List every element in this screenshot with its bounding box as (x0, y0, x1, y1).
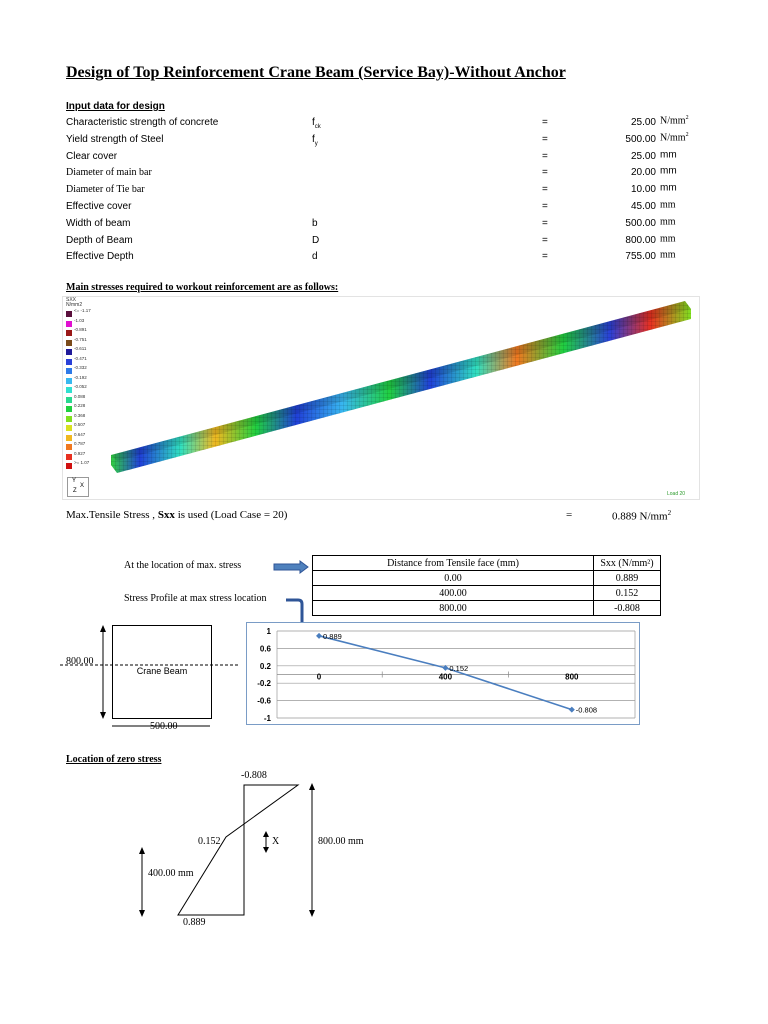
input-unit-group (660, 199, 676, 210)
axis-triad (67, 477, 89, 497)
input-symbol: b (312, 217, 318, 229)
table-row (313, 571, 661, 586)
input-value: 20.00 (630, 167, 656, 179)
axis-y-label: Y (72, 478, 77, 484)
table-header-distance: Distance from Tensile face (mm) (313, 556, 594, 571)
input-equals: = (542, 251, 548, 263)
input-symbol: f (312, 133, 315, 145)
chart-x-tick-label: 400 (438, 672, 453, 682)
input-equals: = (542, 150, 548, 162)
table-row (313, 601, 661, 616)
zero-diagram-mid-label: 0.152 (198, 836, 221, 847)
input-equals: = (542, 184, 548, 196)
input-unit-group (660, 132, 689, 143)
input-row (66, 131, 689, 148)
chart-y-tick-label: 0.2 (259, 661, 271, 671)
input-row (66, 148, 686, 165)
input-label: Depth of Beam (66, 234, 133, 246)
input-unit: mm (660, 216, 676, 228)
input-unit: mm (660, 199, 676, 211)
input-label: Clear cover (66, 150, 118, 162)
input-equals: = (542, 234, 548, 246)
max-stress-number: 0.889 (612, 510, 637, 523)
axis-x-label: X (80, 483, 85, 489)
input-equals: = (542, 217, 548, 229)
legend-label: -1.03 (74, 317, 85, 323)
input-unit: mm (660, 232, 676, 244)
legend-label: -0.611 (74, 346, 87, 351)
beam-width-dimension: 500.00 (150, 721, 178, 732)
max-stress-label-post: is used (Load Case = 20) (174, 509, 288, 521)
input-unit-group (660, 216, 676, 227)
input-symbol-subscript: ck (314, 124, 321, 130)
legend-label: -0.471 (74, 355, 87, 361)
input-unit-sup: 2 (685, 131, 689, 138)
input-value: 10.00 (630, 184, 656, 196)
input-equals: = (542, 117, 548, 128)
legend-label: <= -1.17 (74, 308, 91, 313)
input-value: 755.00 (625, 251, 656, 263)
input-unit-sup: 2 (685, 115, 689, 121)
legend-label: 0.088 (74, 393, 86, 399)
chart-data-label: 0.152 (449, 663, 469, 673)
input-value: 500.00 (625, 217, 656, 229)
chart-y-tick-label: -0.6 (257, 696, 271, 706)
input-unit: mm (660, 249, 676, 261)
input-equals: = (542, 167, 548, 179)
stress-profile-label: Stress Profile at max stress location (124, 593, 267, 604)
input-symbol-subscript: y (314, 140, 318, 147)
input-value: 800.00 (625, 234, 656, 246)
input-value: 45.00 (630, 201, 656, 212)
zero-diagram-partial-label: 400.00 mm (148, 868, 194, 879)
chart-data-point (569, 707, 575, 713)
table-cell: -0.808 (594, 601, 661, 616)
table-cell: 0.00 (313, 571, 594, 586)
input-row (66, 232, 686, 249)
input-unit: mm (660, 165, 677, 177)
input-data-heading: Input data for design (66, 101, 165, 112)
input-symbol: D (312, 234, 320, 246)
chart-y-tick-label: 0.6 (259, 644, 271, 654)
input-symbol-group (312, 117, 321, 130)
table-cell: 0.889 (594, 571, 661, 586)
max-stress-unit-sup: 2 (667, 509, 672, 517)
legend-label: 0.927 (74, 450, 86, 456)
input-symbol: f (312, 117, 315, 128)
input-unit-group (660, 182, 677, 193)
chart-svg (247, 623, 639, 724)
zero-stress-heading: Location of zero stress (66, 754, 162, 765)
input-symbol-group (312, 235, 319, 248)
input-value: 25.00 (630, 150, 656, 162)
legend-label: -0.891 (74, 327, 87, 332)
input-value: 25.00 (630, 117, 656, 128)
legend-title-text: SXX (66, 297, 77, 303)
beam-section-label: Crane Beam (136, 666, 188, 676)
input-row (66, 251, 686, 265)
at-location-label: At the location of max. stress (124, 560, 242, 571)
max-stress-equals: = (566, 509, 573, 521)
beam-model-svg (63, 297, 699, 499)
input-row (66, 218, 686, 232)
input-unit-group (660, 165, 677, 176)
chart-x-tick-label: 800 (565, 672, 579, 682)
input-label: Diameter of main bar (66, 167, 152, 179)
zero-diagram-top-label: -0.808 (241, 770, 267, 781)
chart-data-label: 0.889 (323, 631, 342, 641)
table-row (313, 586, 661, 601)
input-equals: = (542, 133, 548, 145)
chart-y-tick-label: 1 (266, 627, 271, 636)
input-label: Diameter of Tie bar (66, 184, 145, 196)
input-symbol: d (312, 251, 318, 263)
zero-diagram-x-label: X (272, 836, 280, 847)
table-header-sxx: Sxx (N/mm²) (594, 556, 661, 571)
input-label: Characteristic strength of concrete (66, 117, 219, 128)
table-cell: 400.00 (313, 586, 594, 601)
legend-label: 0.228 (74, 403, 86, 408)
max-stress-value (612, 509, 671, 523)
max-tensile-stress-label (66, 509, 287, 521)
legend-label: >= 1.07 (74, 460, 90, 465)
legend-label: -0.332 (74, 365, 87, 370)
beam-dimension-lines (60, 620, 250, 730)
input-unit-group (660, 233, 676, 244)
input-label: Effective Depth (66, 251, 134, 263)
zero-diagram-depth-label: 800.00 mm (318, 836, 364, 847)
legend-label: 0.787 (74, 441, 86, 446)
input-unit-group (660, 149, 677, 160)
zero-diagram-bottom-label: 0.889 (183, 917, 206, 928)
stresses-heading: Main stresses required to workout reinforcement are as follows: (66, 282, 339, 293)
chart-y-tick-label: -1 (263, 714, 271, 723)
beam-height-dimension: 800.00 (66, 656, 94, 667)
axis-z-label: Z (73, 488, 77, 494)
chart-y-tick-label: -0.2 (257, 679, 271, 689)
max-stress-unit: N/mm (639, 510, 668, 523)
input-row (66, 115, 689, 131)
input-label: Yield strength of Steel (66, 133, 164, 145)
legend-label: -0.192 (74, 374, 87, 380)
input-label: Effective cover (66, 201, 132, 212)
input-row (66, 184, 686, 198)
input-symbol-group (312, 251, 318, 264)
input-equals: = (542, 201, 548, 212)
input-row (66, 167, 686, 181)
max-stress-label-pre: Max.Tensile Stress , (66, 509, 158, 521)
stress-profile-chart (246, 622, 640, 725)
chart-data-label: -0.808 (575, 705, 598, 715)
legend-label: 0.647 (74, 431, 86, 437)
legend-label: 0.507 (74, 422, 86, 427)
legend-label: -0.751 (74, 336, 87, 342)
input-unit: mm (660, 182, 677, 194)
input-symbol-group (312, 218, 318, 231)
legend-label: 0.368 (74, 412, 86, 418)
input-unit: N/mm (660, 132, 686, 144)
page-title: Design of Top Reinforcement Crane Beam (Service Bay)-Without Anchor (66, 64, 566, 81)
load-case-label: Load 20 (667, 491, 686, 497)
input-row (66, 201, 686, 215)
input-unit-group (660, 249, 676, 260)
chart-data-point (316, 633, 322, 639)
chart-x-tick-label: 0 (316, 672, 322, 682)
input-unit: mm (660, 148, 677, 160)
legend-label: -0.052 (74, 384, 87, 389)
input-value: 500.00 (625, 133, 656, 145)
table-cell: 800.00 (313, 601, 594, 616)
zero-stress-diagram (120, 765, 400, 935)
stress-distance-table (312, 555, 661, 616)
arrow-right-icon (272, 560, 312, 574)
table-cell: 0.152 (594, 586, 661, 601)
input-symbol-group (312, 134, 318, 147)
input-label: Width of beam (66, 217, 131, 229)
max-stress-label-bold: Sxx (157, 509, 175, 521)
legend-units-text: N/mm2 (66, 302, 83, 308)
input-unit: N/mm (660, 115, 686, 127)
input-unit-group (660, 115, 689, 126)
fe-stress-contour-image (62, 296, 700, 500)
